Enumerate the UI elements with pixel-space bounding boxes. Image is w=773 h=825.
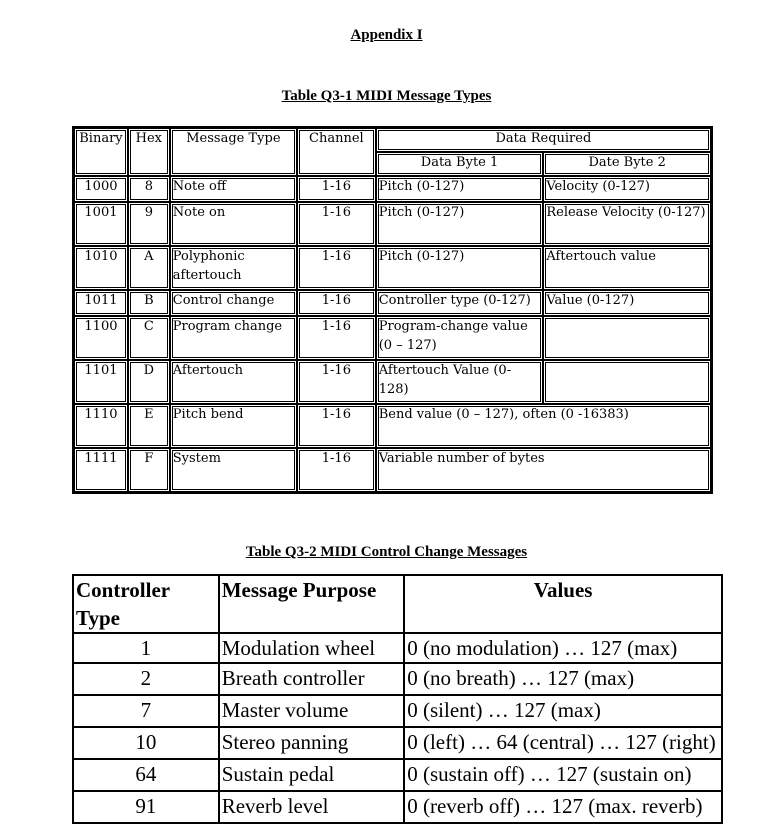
cell-hex: E xyxy=(128,404,170,448)
cell-controller: 7 xyxy=(73,695,219,727)
cell-hex: F xyxy=(128,448,170,492)
cell-values: 0 (silent) … 127 (max) xyxy=(404,695,722,727)
cell-channel: 1-16 xyxy=(297,290,376,316)
cell-controller: 2 xyxy=(73,663,219,695)
table1-title: Table Q3-1 MIDI Message Types xyxy=(281,88,492,104)
cell-binary: 1011 xyxy=(74,290,128,316)
cell-message-type: Note on xyxy=(170,202,297,246)
cell-channel: 1-16 xyxy=(297,246,376,290)
cell-data-byte-1: Aftertouch Value (0-128) xyxy=(376,360,544,404)
cell-message-type: Program change xyxy=(170,316,297,360)
cell-values: 0 (left) … 64 (central) … 127 (right) xyxy=(404,727,722,759)
table-row xyxy=(73,791,722,823)
table-row xyxy=(73,663,722,695)
cell-hex: D xyxy=(128,360,170,404)
cell-channel: 1-16 xyxy=(297,404,376,448)
cell-controller: 64 xyxy=(73,759,219,791)
header-message-purpose: Message Purpose xyxy=(219,575,405,633)
cell-data-bytes-span: Variable number of bytes xyxy=(376,448,711,492)
midi-message-types-table xyxy=(72,126,713,494)
cell-hex: A xyxy=(128,246,170,290)
cell-channel: 1-16 xyxy=(297,316,376,360)
cell-channel: 1-16 xyxy=(297,360,376,404)
cell-purpose: Sustain pedal xyxy=(219,759,405,791)
cell-channel: 1-16 xyxy=(297,176,376,202)
header-data-byte-2: Date Byte 2 xyxy=(543,152,711,176)
midi-control-change-table xyxy=(72,574,723,824)
cell-binary: 1100 xyxy=(74,316,128,360)
cell-data-byte-2: Release Velocity (0-127) xyxy=(543,202,711,246)
cell-binary: 1101 xyxy=(74,360,128,404)
cell-message-type: Pitch bend xyxy=(170,404,297,448)
cell-hex: 9 xyxy=(128,202,170,246)
cell-values: 0 (no modulation) … 127 (max) xyxy=(404,633,722,663)
table-row xyxy=(73,727,722,759)
header-hex: Hex xyxy=(128,128,170,176)
cell-binary: 1000 xyxy=(74,176,128,202)
cell-hex: B xyxy=(128,290,170,316)
cell-binary: 1110 xyxy=(74,404,128,448)
cell-controller: 1 xyxy=(73,633,219,663)
header-data-byte-1: Data Byte 1 xyxy=(376,152,544,176)
cell-data-byte-2 xyxy=(543,316,711,360)
cell-values: 0 (no breath) … 127 (max) xyxy=(404,663,722,695)
cell-data-byte-1: Pitch (0-127) xyxy=(376,202,544,246)
cell-data-byte-2: Value (0-127) xyxy=(543,290,711,316)
table-row xyxy=(73,633,722,663)
table2-header-row xyxy=(73,575,722,633)
table-row xyxy=(74,202,711,246)
cell-binary: 1010 xyxy=(74,246,128,290)
table-row xyxy=(74,316,711,360)
cell-data-bytes-span: Bend value (0 – 127), often (0 -16383) xyxy=(376,404,711,448)
table-row xyxy=(74,246,711,290)
cell-message-type: Aftertouch xyxy=(170,360,297,404)
header-data-required: Data Required xyxy=(376,128,711,152)
cell-data-byte-1: Controller type (0-127) xyxy=(376,290,544,316)
cell-data-byte-1: Program-change value (0 – 127) xyxy=(376,316,544,360)
cell-message-type: Control change xyxy=(170,290,297,316)
header-channel: Channel xyxy=(297,128,376,176)
cell-purpose: Stereo panning xyxy=(219,727,405,759)
cell-hex: C xyxy=(128,316,170,360)
table1-header-row xyxy=(74,128,711,152)
table-row xyxy=(74,360,711,404)
cell-message-type: Polyphonic aftertouch xyxy=(170,246,297,290)
cell-values: 0 (sustain off) … 127 (sustain on) xyxy=(404,759,722,791)
table-row xyxy=(74,448,711,492)
appendix-title: Appendix I xyxy=(350,27,423,43)
cell-controller: 10 xyxy=(73,727,219,759)
cell-purpose: Master volume xyxy=(219,695,405,727)
cell-channel: 1-16 xyxy=(297,448,376,492)
header-message-type: Message Type xyxy=(170,128,297,176)
header-values: Values xyxy=(404,575,722,633)
table-row xyxy=(74,290,711,316)
cell-data-byte-2 xyxy=(543,360,711,404)
cell-data-byte-2: Velocity (0-127) xyxy=(543,176,711,202)
table-row xyxy=(74,404,711,448)
table-row xyxy=(74,176,711,202)
cell-purpose: Reverb level xyxy=(219,791,405,823)
cell-data-byte-1: Pitch (0-127) xyxy=(376,246,544,290)
cell-message-type: System xyxy=(170,448,297,492)
cell-purpose: Breath controller xyxy=(219,663,405,695)
cell-channel: 1-16 xyxy=(297,202,376,246)
table-row xyxy=(73,695,722,727)
header-binary: Binary xyxy=(74,128,128,176)
header-controller-type: Controller Type xyxy=(73,575,219,633)
cell-data-byte-1: Pitch (0-127) xyxy=(376,176,544,202)
table-row xyxy=(73,759,722,791)
cell-purpose: Modulation wheel xyxy=(219,633,405,663)
cell-data-byte-2: Aftertouch value xyxy=(543,246,711,290)
cell-message-type: Note off xyxy=(170,176,297,202)
cell-values: 0 (reverb off) … 127 (max. reverb) xyxy=(404,791,722,823)
cell-controller: 91 xyxy=(73,791,219,823)
cell-hex: 8 xyxy=(128,176,170,202)
table2-title: Table Q3-2 MIDI Control Change Messages xyxy=(245,544,528,560)
cell-binary: 1001 xyxy=(74,202,128,246)
cell-binary: 1111 xyxy=(74,448,128,492)
